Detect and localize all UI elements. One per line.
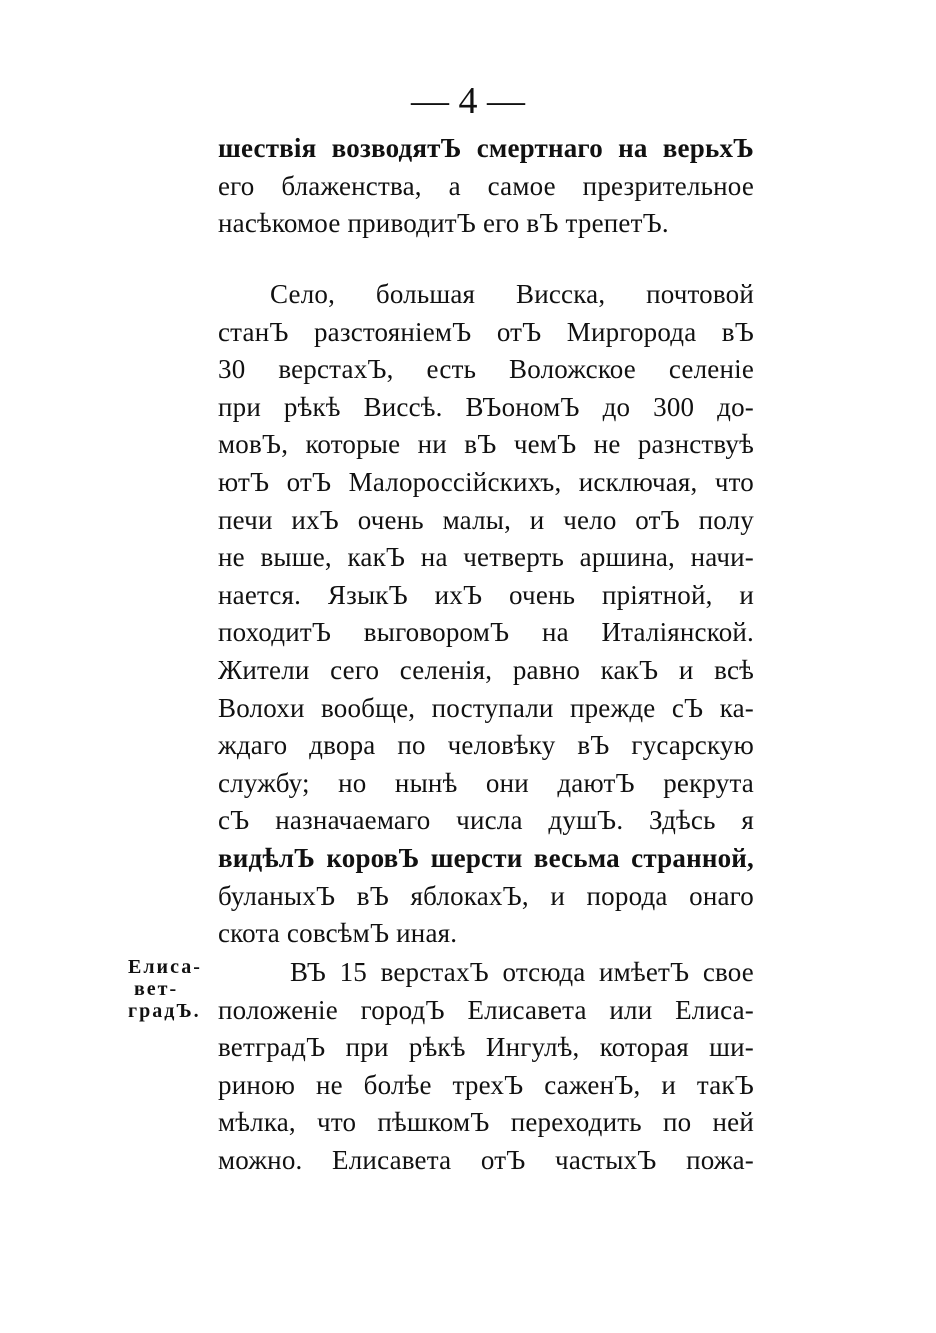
text-line: скота совсѣмЪ иная.: [218, 918, 458, 949]
text-line: печи ихЪ очень малы, и чело отЪ полу: [218, 504, 754, 535]
text-line: службу; но нынѣ они даютЪ рекрута: [218, 767, 754, 798]
margin-note-line: Елиса-: [128, 956, 202, 978]
page-number: — 4 —: [411, 80, 525, 122]
text-line: ютЪ отЪ Малороссійскихъ, исключая, что: [218, 466, 754, 497]
text-line: станЪ разстояніемЪ отЪ Миргорода вЪ: [218, 316, 754, 347]
text-line: положеніе городЪ Елисавета или Елиса-: [218, 994, 754, 1025]
paragraph-elisavetgrad: [218, 954, 754, 1180]
text-line: насѣкомое приводитЪ его вЪ трепетЪ.: [218, 208, 669, 239]
paragraph-continuation: [218, 130, 754, 243]
text-line: походитЪ выговоромЪ на Италіянской.: [218, 617, 754, 648]
text-line: Волохи вообще, поступали прежде сЪ ка-: [218, 692, 754, 723]
margin-note-line: градЪ.: [128, 1000, 201, 1022]
text-line: нается. ЯзыкЪ ихЪ очень пріятной, и: [218, 579, 754, 610]
text-line: ВЪ 15 верстахЪ отсюда имѣетЪ свое: [290, 957, 754, 987]
text-line: мовЪ, которые ни вЪ чемЪ не разнствуѣ: [218, 429, 754, 460]
margin-note: [128, 956, 226, 1022]
text-line: можно. Елисавета отЪ частыхЪ пожа-: [218, 1144, 754, 1175]
text-line: буланыхЪ вЪ яблокахЪ, и порода онаго: [218, 880, 754, 911]
margin-note-line: вет-: [134, 978, 179, 1000]
text-line: Жители сего селенія, равно какЪ и всѣ: [218, 654, 754, 685]
text-line: видѣлЪ коровЪ шерсти весьма странной,: [218, 842, 754, 873]
text-line: его блаженства, а самое презрительное: [218, 170, 754, 201]
text-line: Село, большая Висска, почтовой: [270, 279, 754, 309]
text-line: мѣлка, что пѣшкомЪ переходить по ней: [218, 1107, 754, 1138]
text-line: при рѣкѣ Виссѣ. ВЪономЪ до 300 до-: [218, 391, 754, 422]
paragraph-village: [218, 276, 754, 953]
text-line: не выше, какЪ на четверть аршина, начи-: [218, 542, 754, 573]
text-line: ветградЪ при рѣкѣ Ингулѣ, которая ши-: [218, 1032, 754, 1063]
text-line: шествія возводятЪ смертнаго на верьхЪ: [218, 133, 754, 163]
text-line: ждаго двора по человѣку вЪ гусарскую: [218, 730, 754, 761]
text-line: риною не болѣе трехЪ саженЪ, и такЪ: [218, 1069, 754, 1100]
text-line: 30 верстахЪ, есть Воложское селеніе: [218, 354, 754, 385]
text-line: сЪ назначаемаго числа душЪ. Здѣсь я: [218, 805, 754, 836]
